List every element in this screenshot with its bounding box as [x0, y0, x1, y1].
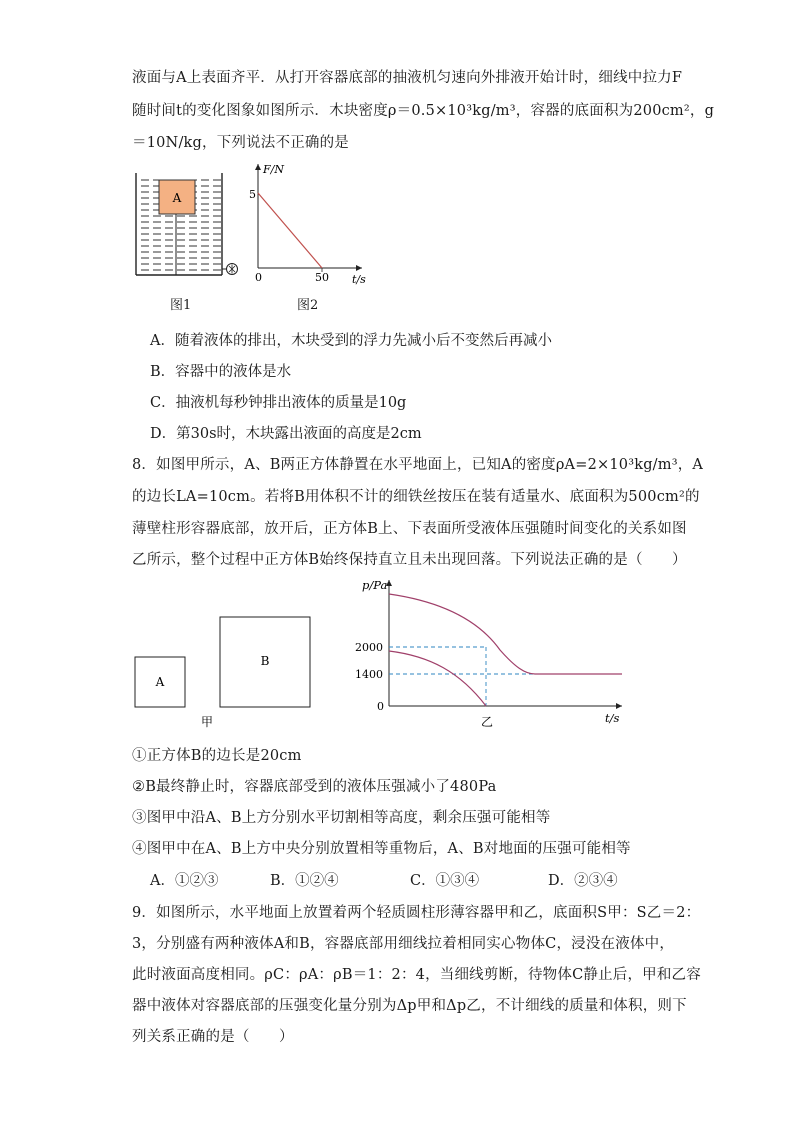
tick-2000: 2000: [355, 641, 383, 654]
fig-jia-caption: 甲: [201, 715, 214, 729]
tick-1400: 1400: [355, 668, 383, 681]
series-line-f: [258, 193, 322, 268]
q8-choice-c: C．①③④: [410, 873, 480, 889]
q8-figure-yi: [350, 572, 640, 730]
y-tick-label: 5: [249, 188, 256, 201]
curve-top-surface-pressure: [389, 651, 486, 706]
x-axis-label: t/s: [352, 273, 366, 286]
p-axis-label: p/Pa: [362, 578, 388, 592]
q7-line-2: 随时间t的变化图象如图所示．木块密度ρ＝0.5×10³kg/m³，容器的底面积为200cm²，g: [132, 103, 715, 119]
q7-option-b: B．容器中的液体是水: [150, 364, 292, 380]
q8-choice-b: B．①②④: [270, 873, 339, 889]
cube-a-label: A: [155, 675, 165, 689]
y-axis-label: F/N: [263, 163, 284, 176]
q7-fig2-caption: 图2: [297, 298, 319, 313]
q7-figure-1: [128, 165, 240, 285]
origin-label: 0: [377, 700, 384, 713]
q9-line-4: 器中液体对容器底部的压强变化量分别为Δp甲和Δp乙，不计细线的质量和体积，则下: [132, 998, 687, 1014]
q7-line-3: ＝10N/kg，下列说法不正确的是: [132, 135, 349, 151]
q8-choice-a: A．①②③: [150, 873, 219, 889]
q7-figure-2: [244, 160, 374, 288]
q7-line-1: 液面与A上表面齐平．从打开容器底部的抽液机匀速向外排液开始计时，细线中拉力F: [132, 70, 683, 86]
q7-fig1-caption: 图1: [170, 298, 192, 313]
q8-choice-d: D．②③④: [548, 873, 618, 889]
q7-option-d: D．第30s时，木块露出液面的高度是2cm: [150, 426, 422, 442]
q8-statement-4: ④图甲中在A、B上方中央分别放置相等重物后，A、B对地面的压强可能相等: [132, 841, 631, 857]
q9-line-5: 列关系正确的是（ ）: [132, 1029, 294, 1045]
fig-yi-caption: 乙: [481, 715, 494, 729]
q7-option-c: C．抽液机每秒钟排出液体的质量是10g: [150, 395, 407, 411]
q8-line-3: 薄壁柱形容器底部，放开后，正方体B上、下表面所受液体压强随时间变化的关系如图: [132, 521, 687, 537]
x-tick-label: 50: [315, 271, 329, 284]
q8-statement-3: ③图甲中沿A、B上方分别水平切割相等高度，剩余压强可能相等: [132, 810, 551, 826]
q8-line-1: 8．如图甲所示，A、B两正方体静置在水平地面上，已知A的密度ρA=2×10³kg/m³，A: [132, 457, 704, 473]
q8-statement-1: ①正方体B的边长是20cm: [132, 748, 302, 764]
q8-line-2: 的边长LA=10cm。若将B用体积不计的细铁丝按压在装有适量水、底面积为500cm²的: [132, 489, 700, 505]
q8-statement-2: ②B最终静止时，容器底部受到的液体压强减小了480Pa: [132, 779, 497, 795]
q7-option-a: A．随着液体的排出，木块受到的浮力先减小后不变然后再减小: [150, 333, 552, 349]
curve-bottom-surface-pressure: [389, 594, 622, 674]
q9-line-2: 3，分别盛有两种液体A和B，容器底部用细线拉着相同实心物体C，浸没在液体中，: [132, 936, 675, 952]
cube-b-label: B: [260, 654, 270, 668]
block-a-label: A: [172, 191, 182, 205]
q8-figure-jia: [130, 610, 330, 735]
q9-line-3: 此时液面高度相同。ρC：ρA：ρB＝1：2：4，当细线剪断，待物体C静止后，甲和乙容: [132, 967, 701, 983]
t-axis-label: t/s: [605, 711, 620, 725]
origin-label: 0: [255, 271, 262, 284]
q8-line-4: 乙所示，整个过程中正方体B始终保持直立且未出现回落。下列说法正确的是（ ）: [132, 552, 687, 568]
q9-line-1: 9．如图所示，水平地面上放置着两个轻质圆柱形薄容器甲和乙，底面积S甲：S乙＝2：: [132, 905, 701, 921]
